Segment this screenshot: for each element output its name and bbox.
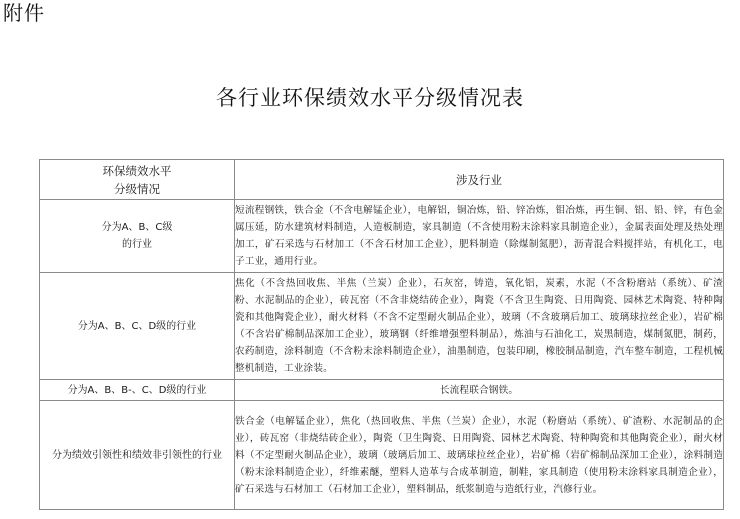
header-performance-level <box>40 160 235 200</box>
level-cell: 分为A、B、C、D级的行业 <box>40 273 235 380</box>
level-line2: 的行业 <box>122 239 152 250</box>
table-header-row <box>40 160 724 200</box>
level-cell <box>40 200 235 273</box>
grading-table <box>39 159 724 510</box>
table-row <box>40 273 724 380</box>
level-line1: 分为A、B、C级 <box>101 222 173 233</box>
header-industries: 涉及行业 <box>235 160 724 200</box>
industries-cell: 焦化（不含热回收焦、半焦（兰炭）企业），石灰窑，铸造，氧化铝，炭素，水泥（不含粉磨站（系统）、矿渣粉、水泥制品的企业），砖瓦窑（不含非烧结砖企业），陶瓷（不含卫生陶瓷、日用陶瓷、园林艺术陶瓷、特种陶瓷和其他陶瓷企业），耐火材料（不含不定型耐火制品企业），玻璃（不含玻璃后加工、玻璃球拉丝企业），岩矿棉（不含岩矿棉制品深加工企业），玻璃钢（纤维增强塑料制品），炼油与石油化工，炭黑制造，煤制氮肥，制药，农药制造，涂料制造（不含粉末涂料制造企业），油墨制造，包装印刷，橡胶制品制造，汽车整车制造，工程机械整机制造，工业涂装。 <box>235 273 724 380</box>
header-level-line1: 环保绩效水平 <box>102 163 172 178</box>
industries-cell: 长流程联合钢铁。 <box>235 380 724 401</box>
industries-cell: 短流程钢铁，铁合金（不含电解锰企业），电解铝，铜冶炼，铅、锌冶炼，钼冶炼，再生铜、铝、铅、锌，有色金属压延，防水建筑材料制造，人造板制造，家具制造（不含使用粉末涂料家具制造企业），金属表面处理及热处理加工，矿石采选与石材加工（不含石材加工企业），肥料制造（除煤制氮肥），沥青混合料搅拌站，有机化工，电子工业，通用行业。 <box>235 200 724 273</box>
table-row <box>40 401 724 510</box>
page-title: 各行业环保绩效水平分级情况表 <box>216 86 524 110</box>
attachment-label: 附件 <box>3 1 45 25</box>
header-level-line2: 分级情况 <box>114 181 160 196</box>
level-cell: 分为A、B、B-、C、D级的行业 <box>40 380 235 401</box>
table-row <box>40 200 724 273</box>
industries-cell: 铁合金（电解锰企业），焦化（热回收焦、半焦（兰炭）企业），水泥（粉磨站（系统）、矿渣粉、水泥制品的企业），砖瓦窑（非烧结砖企业），陶瓷（卫生陶瓷、日用陶瓷、园林艺术陶瓷、特种陶瓷和其他陶瓷企业），耐火材料（不定型耐火制品企业），玻璃（玻璃后加工、玻璃球拉丝企业），岩矿棉（岩矿棉制品深加工企业），涂料制造（粉末涂料制造企业），纤维素醚，塑料人造革与合成革制造，制鞋，家具制造（使用粉末涂料家具制造企业），矿石采选与石材加工（石材加工企业），塑料制品，纸浆制造与造纸行业，汽修行业。 <box>235 401 724 510</box>
table-row <box>40 380 724 401</box>
level-cell: 分为绩效引领性和绩效非引领性的行业 <box>40 401 235 510</box>
